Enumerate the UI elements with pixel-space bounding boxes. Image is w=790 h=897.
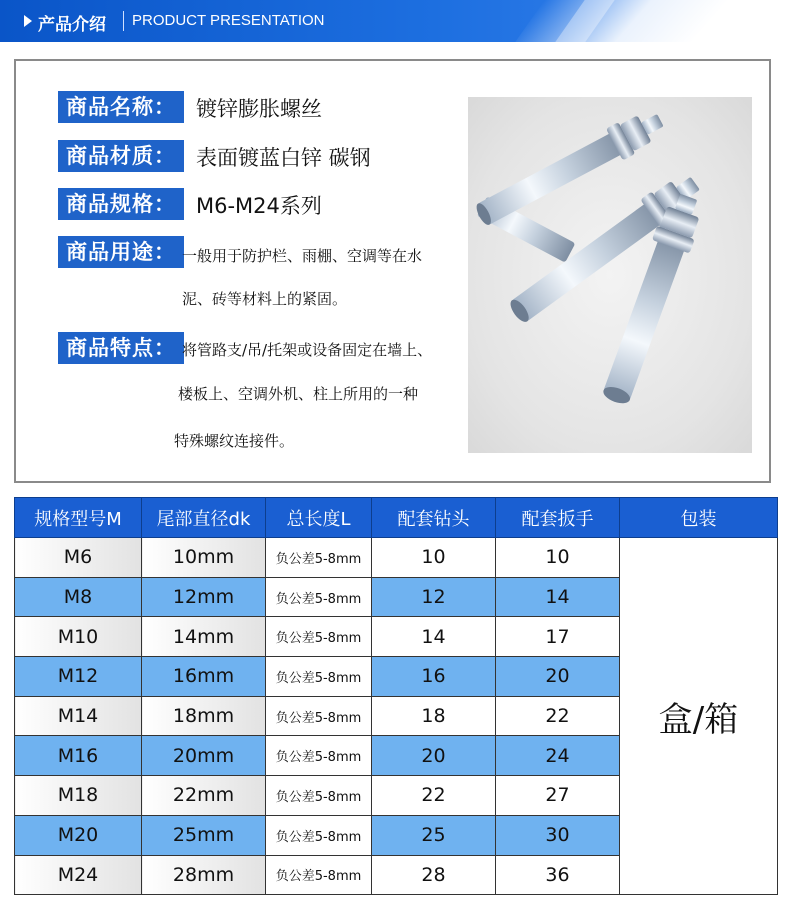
feature-text-line1: 将管路支/吊/托架或设备固定在墙上、	[182, 341, 433, 359]
cell-model: M10	[15, 617, 142, 657]
spec-value: M6-M24系列	[196, 194, 322, 218]
cell-total-length: 负公差5-8mm	[266, 617, 372, 657]
cell-tail-diameter: 12mm	[142, 577, 266, 617]
material-label: 商品材质：	[58, 140, 184, 172]
cell-tail-diameter: 20mm	[142, 736, 266, 776]
cell-tail-diameter: 14mm	[142, 617, 266, 657]
col-header-drill-bit: 配套钻头	[372, 498, 496, 538]
feature-text-line2: 楼板上、空调外机、柱上所用的一种	[178, 385, 419, 403]
table-header-row	[15, 498, 778, 538]
cell-model: M6	[15, 538, 142, 578]
spec-table-wrapper	[14, 497, 777, 897]
product-photo	[468, 97, 752, 453]
cell-total-length: 负公差5-8mm	[266, 657, 372, 697]
cell-drill-bit: 18	[372, 696, 496, 736]
cell-drill-bit: 14	[372, 617, 496, 657]
cell-wrench: 14	[496, 577, 620, 617]
col-header-packaging: 包装	[620, 498, 778, 538]
cell-model: M12	[15, 657, 142, 697]
cell-model: M18	[15, 776, 142, 816]
cell-model: M24	[15, 855, 142, 895]
usage-label: 商品用途：	[58, 236, 184, 268]
cell-wrench: 27	[496, 776, 620, 816]
feature-label: 商品特点：	[58, 332, 184, 364]
cell-drill-bit: 20	[372, 736, 496, 776]
cell-total-length: 负公差5-8mm	[266, 776, 372, 816]
cell-total-length: 负公差5-8mm	[266, 815, 372, 855]
cell-drill-bit: 12	[372, 577, 496, 617]
cell-wrench: 30	[496, 815, 620, 855]
cell-tail-diameter: 18mm	[142, 696, 266, 736]
col-header-wrench: 配套扳手	[496, 498, 620, 538]
title-divider	[123, 11, 124, 31]
cell-model: M8	[15, 577, 142, 617]
cell-wrench: 10	[496, 538, 620, 578]
cell-model: M14	[15, 696, 142, 736]
cell-total-length: 负公差5-8mm	[266, 855, 372, 895]
expansion-bolts-illustration	[468, 97, 752, 453]
col-header-total-length: 总长度L	[266, 498, 372, 538]
cell-model: M20	[15, 815, 142, 855]
cell-wrench: 22	[496, 696, 620, 736]
header-decor-gradient	[515, 0, 790, 42]
cell-drill-bit: 16	[372, 657, 496, 697]
cell-total-length: 负公差5-8mm	[266, 696, 372, 736]
cell-total-length: 负公差5-8mm	[266, 538, 372, 578]
col-header-tail-diameter: 尾部直径dk	[142, 498, 266, 538]
cell-wrench: 17	[496, 617, 620, 657]
triangle-right-icon	[24, 15, 32, 27]
cell-wrench: 20	[496, 657, 620, 697]
col-header-model: 规格型号M	[15, 498, 142, 538]
cell-wrench: 24	[496, 736, 620, 776]
cell-tail-diameter: 25mm	[142, 815, 266, 855]
table-row	[15, 538, 778, 578]
name-label: 商品名称：	[58, 91, 184, 123]
cell-drill-bit: 10	[372, 538, 496, 578]
section-title-en: PRODUCT PRESENTATION	[132, 12, 325, 29]
cell-model: M16	[15, 736, 142, 776]
cell-total-length: 负公差5-8mm	[266, 577, 372, 617]
name-value: 镀锌膨胀螺丝	[196, 97, 322, 121]
usage-text-line1: 一般用于防护栏、雨棚、空调等在水	[182, 247, 423, 265]
spec-label: 商品规格：	[58, 188, 184, 220]
cell-tail-diameter: 28mm	[142, 855, 266, 895]
cell-packaging: 盒/箱	[620, 538, 778, 895]
cell-wrench: 36	[496, 855, 620, 895]
cell-tail-diameter: 16mm	[142, 657, 266, 697]
section-header	[0, 0, 790, 42]
cell-drill-bit: 28	[372, 855, 496, 895]
spec-table	[14, 497, 778, 895]
section-title-cn: 产品介绍	[38, 15, 106, 35]
usage-text-line2: 泥、砖等材料上的紧固。	[182, 290, 348, 308]
cell-drill-bit: 22	[372, 776, 496, 816]
material-value: 表面镀蓝白锌 碳钢	[196, 146, 371, 170]
cell-drill-bit: 25	[372, 815, 496, 855]
feature-text-line3: 特殊螺纹连接件。	[174, 432, 295, 450]
cell-tail-diameter: 22mm	[142, 776, 266, 816]
cell-tail-diameter: 10mm	[142, 538, 266, 578]
cell-total-length: 负公差5-8mm	[266, 736, 372, 776]
